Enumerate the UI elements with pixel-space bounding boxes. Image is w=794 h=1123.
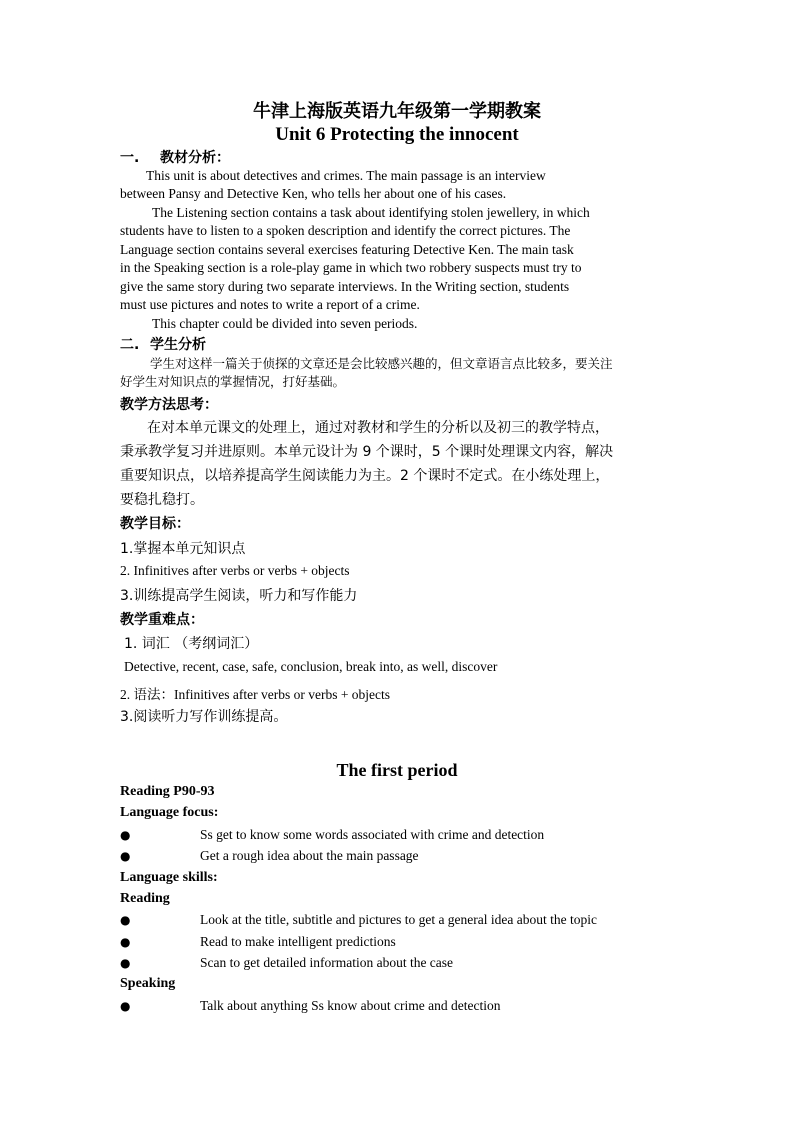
goal-item: 2. Infinitives after verbs or verbs + objects xyxy=(120,563,350,578)
paragraph-line: must use pictures and notes to write a report of a crime. xyxy=(120,297,420,312)
key-item: Detective, recent, case, safe, conclusion, break into, as well, discover xyxy=(124,659,498,674)
paragraph-line: This unit is about detectives and crimes. The main passage is an interview xyxy=(146,168,546,183)
section-heading: 教材分析： xyxy=(160,150,230,166)
bullet-icon: ● xyxy=(120,913,131,927)
paragraph-line: 学生对这样一篇关于侦探的文章还是会比较感兴趣的，但文章语言点比较多，要关注 xyxy=(150,356,613,371)
speaking-subheading: Speaking xyxy=(120,976,176,991)
goal-item: 3.训练提高学生阅读，听力和写作能力 xyxy=(120,588,358,604)
section-number: 一. xyxy=(120,150,140,166)
paragraph-line: students have to listen to a spoken description and identify the correct pictures. The xyxy=(120,223,571,238)
language-skills-label: Language skills: xyxy=(120,870,218,885)
list-item: Talk about anything Ss know about crime and detection xyxy=(200,998,501,1013)
document-title-cn: 牛津上海版英语九年级第一学期教案 xyxy=(253,101,541,122)
list-item: Look at the title, subtitle and pictures to get a general idea about the topic xyxy=(200,912,597,927)
bullet-icon: ● xyxy=(120,956,131,970)
section-heading: 教学方法思考： xyxy=(120,397,218,413)
bullet-icon: ● xyxy=(120,828,131,842)
list-item: Read to make intelligent predictions xyxy=(200,934,396,949)
section-heading: 教学重难点： xyxy=(120,612,204,628)
paragraph-line: 重要知识点，以培养提高学生阅读能力为主。2 个课时不定式。在小练处理上， xyxy=(120,468,610,484)
list-item: Scan to get detailed information about the case xyxy=(200,955,454,970)
paragraph-line: This chapter could be divided into seven periods. xyxy=(152,316,418,331)
bullet-icon: ● xyxy=(120,849,131,863)
key-item: 1. 词汇 （考纲词汇） xyxy=(124,636,259,652)
paragraph-line: between Pansy and Detective Ken, who tells her about one of his cases. xyxy=(120,186,507,201)
paragraph-line: in the Speaking section is a role-play game in which two robbery suspects must try to xyxy=(120,260,582,275)
document-title-en: Unit 6 Protecting the innocent xyxy=(275,124,519,145)
goal-item: 1.掌握本单元知识点 xyxy=(120,541,246,557)
paragraph-line: give the same story during two separate interviews. In the Writing section, students xyxy=(120,279,570,294)
key-item: 3.阅读听力写作训练提高。 xyxy=(120,709,288,725)
paragraph-line: 好学生对知识点的掌握情况，打好基础。 xyxy=(120,374,346,389)
paragraph-line: The Listening section contains a task about identifying stolen jewellery, in which xyxy=(152,205,590,220)
language-focus-label: Language focus: xyxy=(120,805,219,820)
paragraph-line: 秉承教学复习并进原则。本单元设计为 9 个课时，5 个课时处理课文内容，解决 xyxy=(120,444,614,460)
key-item: 2. 语法：Infinitives after verbs or verbs + objects xyxy=(120,687,391,702)
reading-subheading: Reading xyxy=(120,891,170,906)
bullet-icon: ● xyxy=(120,935,131,949)
list-item: Get a rough idea about the main passage xyxy=(200,848,419,863)
paragraph-line: 要稳扎稳打。 xyxy=(120,492,204,508)
section-heading: 教学目标： xyxy=(120,516,190,532)
period-title: The first period xyxy=(336,760,458,780)
list-item: Ss get to know some words associated with crime and detection xyxy=(200,827,545,842)
paragraph-line: Language section contains several exercises featuring Detective Ken. The main task xyxy=(120,242,574,257)
paragraph-line: 在对本单元课文的处理上，通过对教材和学生的分析以及初三的教学特点， xyxy=(147,420,609,436)
section-heading: 学生分析 xyxy=(150,337,206,353)
bullet-icon: ● xyxy=(120,999,131,1013)
section-number: 二. xyxy=(120,337,140,353)
reading-label: Reading P90-93 xyxy=(120,784,215,799)
